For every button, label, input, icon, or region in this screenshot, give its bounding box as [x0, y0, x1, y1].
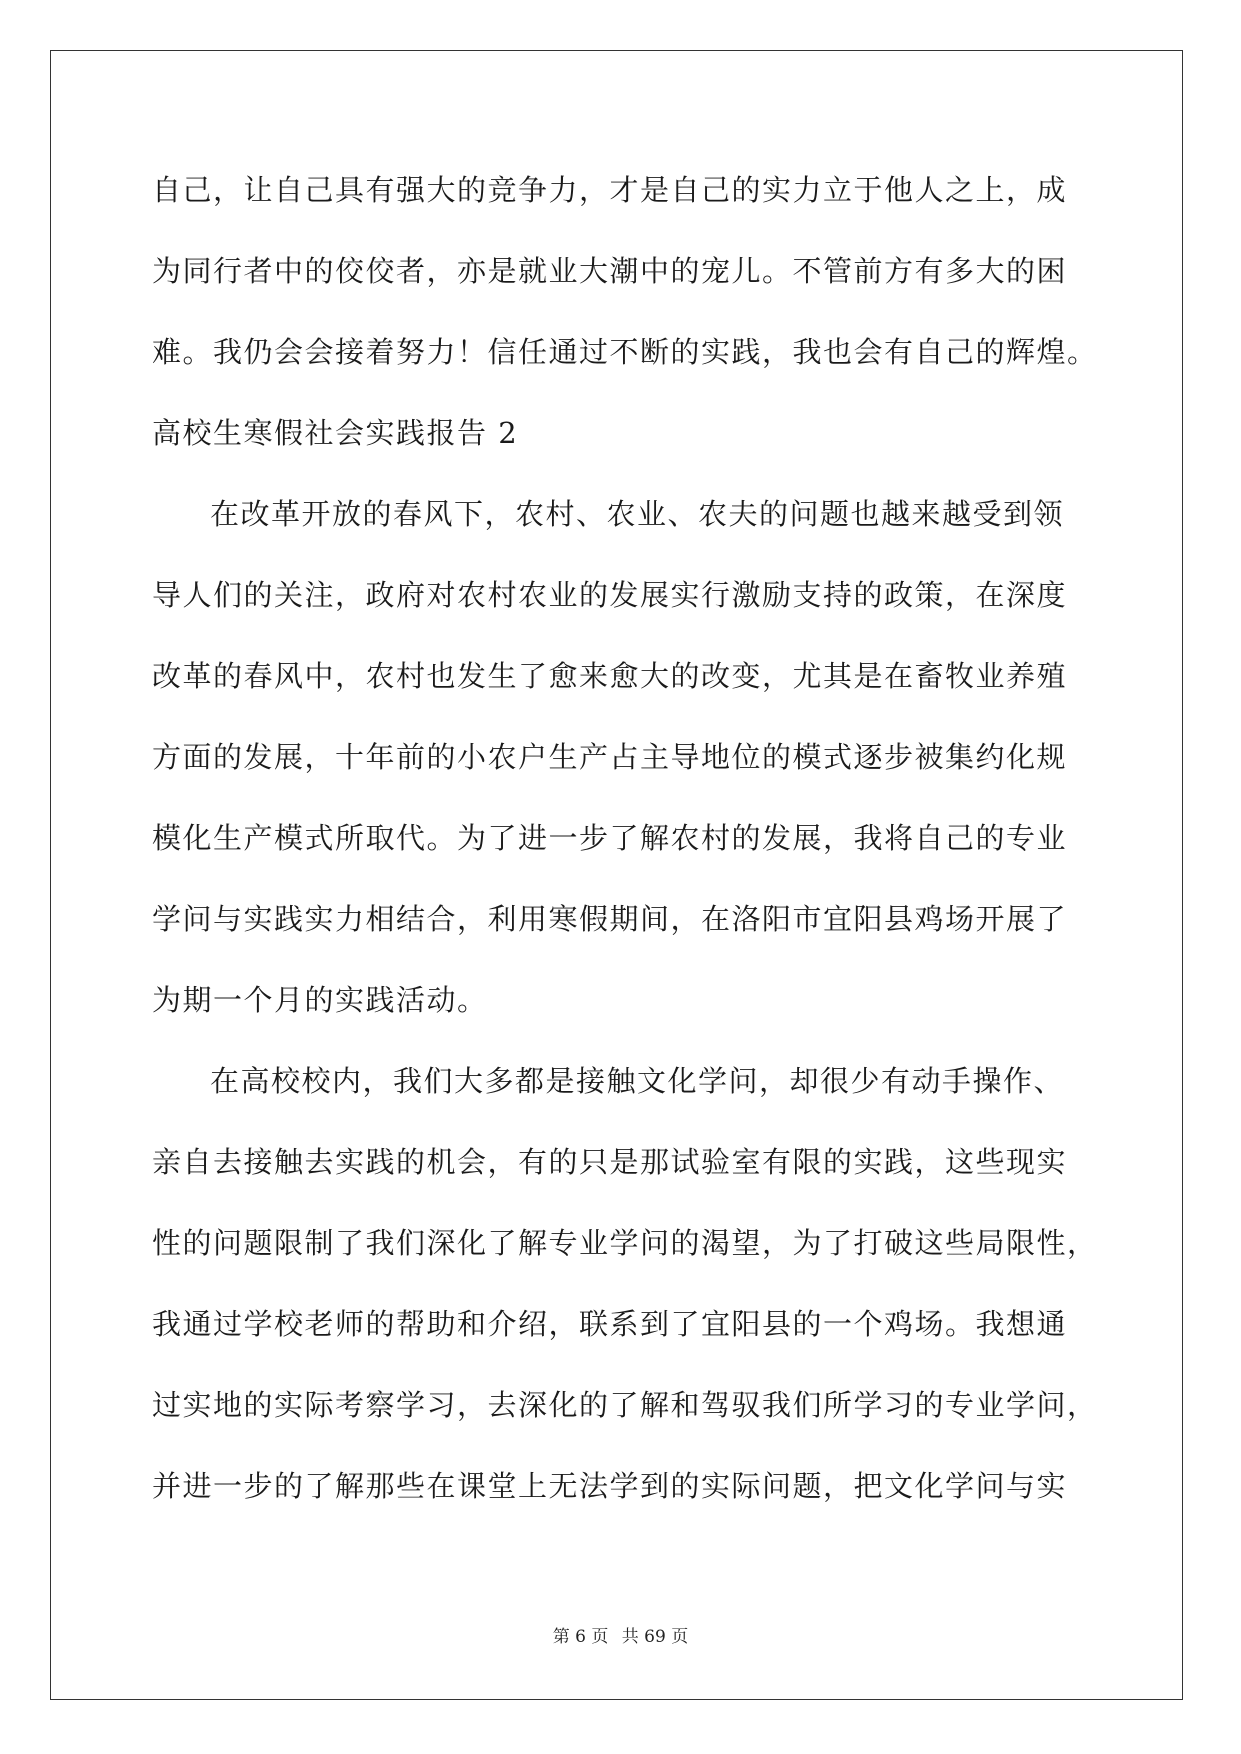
section-heading: 高校生寒假社会实践报告 2	[152, 416, 519, 450]
text-line: 性的问题限制了我们深化了解专业学问的渴望，为了打破这些局限性，	[152, 1226, 1098, 1260]
page-number: 第 6 页	[552, 1627, 609, 1647]
paragraph-first-line: 在改革开放的春风下，农村、农业、农夫的问题也越来越受到领	[210, 497, 1065, 531]
page-footer	[0, 1622, 1241, 1647]
text-line: 并进一步的了解那些在课堂上无法学到的实际问题，把文化学问与实	[152, 1469, 1068, 1503]
page-total: 共 69 页	[621, 1627, 689, 1647]
text-line: 为同行者中的佼佼者，亦是就业大潮中的宠儿。不管前方有多大的困	[152, 254, 1068, 288]
paragraph-first-line: 在高校校内，我们大多都是接触文化学问，却很少有动手操作、	[210, 1064, 1065, 1098]
text-line: 方面的发展，十年前的小农户生产占主导地位的模式逐步被集约化规	[152, 740, 1068, 774]
text-line: 我通过学校老师的帮助和介绍，联系到了宜阳县的一个鸡场。我想通	[152, 1307, 1068, 1341]
text-line: 导人们的关注，政府对农村农业的发展实行激励支持的政策，在深度	[152, 578, 1068, 612]
text-line: 学问与实践实力相结合，利用寒假期间，在洛阳市宜阳县鸡场开展了	[152, 902, 1068, 936]
text-line: 改革的春风中，农村也发生了愈来愈大的改变，尤其是在畜牧业养殖	[152, 659, 1068, 693]
text-line: 自己，让自己具有强大的竞争力，才是自己的实力立于他人之上，成	[152, 173, 1068, 207]
text-line: 为期一个月的实践活动。	[152, 983, 488, 1017]
document-body	[152, 165, 1102, 1542]
text-line: 模化生产模式所取代。为了进一步了解农村的发展，我将自己的专业	[152, 821, 1068, 855]
text-line: 难。我仍会会接着努力！信任通过不断的实践，我也会有自己的辉煌。	[152, 335, 1098, 369]
text-line: 亲自去接触去实践的机会，有的只是那试验室有限的实践，这些现实	[152, 1145, 1068, 1179]
text-line: 过实地的实际考察学习，去深化的了解和驾驭我们所学习的专业学问，	[152, 1388, 1098, 1422]
